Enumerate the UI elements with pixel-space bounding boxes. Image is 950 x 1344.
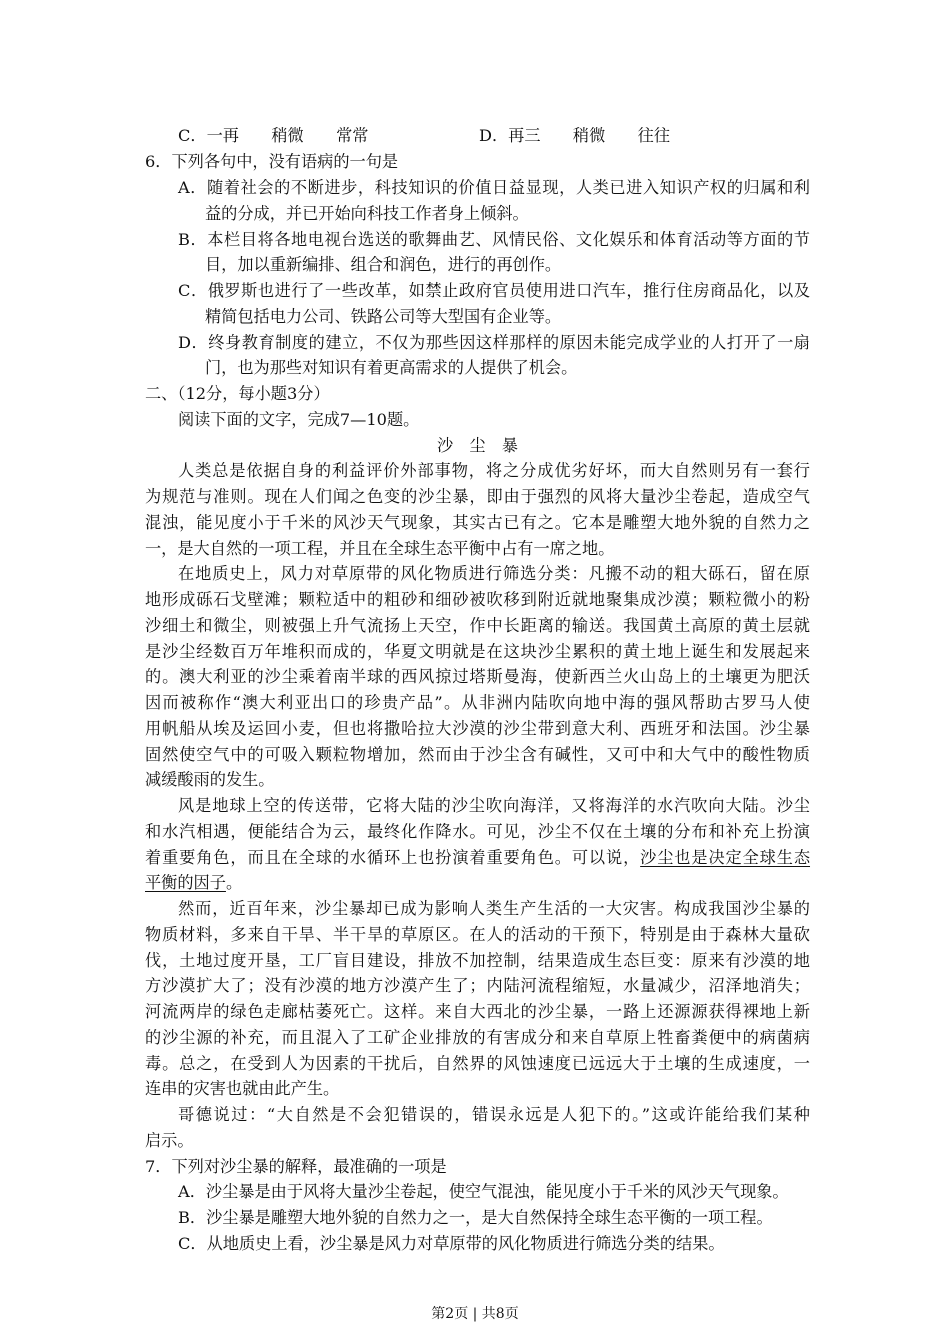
- article-line-with-underline: [145, 850, 810, 866]
- article-line: 减缓酸雨的发生。: [145, 770, 275, 789]
- q7-stem: 7．下列对沙尘暴的解释，最准确的一项是: [145, 1157, 447, 1176]
- article-line: 哥德说过：“大自然是不会犯错误的，错误永远是人犯下的。”这或许能给我们某种: [178, 1105, 810, 1124]
- article-line: 混浊，能见度小于千米的风沙天气现象，其实古已有之。它本是雕塑大地外貌的自然力之: [145, 513, 810, 532]
- q6-stem: 6．下列各句中，没有语病的一句是: [145, 152, 399, 171]
- article-text: 着重要角色，而且在全球的水循环上也扮演着重要角色。可以说，: [145, 848, 641, 867]
- q6-option-b-line2: 目，加以重新编排、组合和润色，进行的再创作。: [205, 255, 562, 274]
- underlined-phrase-part2: 平衡的因子: [145, 873, 226, 892]
- page-footer: 第2页 | 共8页: [431, 1306, 519, 1322]
- article-line: 河流两岸的绿色走廊枯萎死亡。这样。来自大西北的沙尘暴，一路上还源源获得裸地上新: [145, 1002, 810, 1021]
- q5-option-c: C．一再 稍微 常常: [178, 126, 369, 145]
- article-line: 沙细土和微尘，则被强上升气流扬上天空，作中长距离的输送。我国黄土高原的黄土层就: [145, 616, 810, 635]
- article-line: 物质材料，多来自干旱、半干旱的草原区。在人的活动的干预下，特别是由于森林大量砍: [145, 925, 810, 944]
- article-line: 连串的灾害也就由此产生。: [145, 1079, 340, 1098]
- article-line: 是沙尘经数百万年堆积而成的，华夏文明就是在这块沙尘累积的黄土地上诞生和发展起来: [145, 642, 810, 661]
- article-line: 用帆船从埃及运回小麦，但也将撒哈拉大沙漠的沙尘带到意大利、西班牙和法国。沙尘暴: [145, 719, 810, 738]
- article-line: 地形成砾石戈壁滩；颗粒适中的粗砂和细砂被吹移到附近就地聚集成沙漠；颗粒微小的粉: [145, 590, 810, 609]
- q6-option-d-line1: D．终身教育制度的建立，不仅为那些因这样那样的原因未能完成学业的人打开了一扇: [178, 333, 810, 352]
- article-line: 在地质史上，风力对草原带的风化物质进行筛选分类：凡搬不动的粗大砾石，留在原: [178, 564, 810, 583]
- q6-option-a-line2: 益的分成，并已开始向科技工作者身上倾斜。: [205, 204, 529, 223]
- article-line: 启示。: [145, 1131, 194, 1150]
- article-line: 一，是大自然的一项工程，并且在全球生态平衡中占有一席之地。: [145, 539, 615, 558]
- q6-option-c-line1: C．俄罗斯也进行了一些改革，如禁止政府官员使用进口汽车，推行住房商品化，以及: [178, 281, 810, 300]
- article-title: 沙 尘 暴: [437, 436, 518, 455]
- q7-option-c: C．从地质史上看，沙尘暴是风力对草原带的风化物质进行筛选分类的结果。: [178, 1234, 725, 1253]
- q6-option-d-line2: 门，也为那些对知识有着更高需求的人提供了机会。: [205, 358, 578, 377]
- article-line: 毒。总之，在受到人为因素的干扰后，自然界的风蚀速度已远远大于土壤的生成速度，一: [145, 1054, 810, 1073]
- article-line: 的沙尘源的补充，而且混入了工矿企业排放的有害成分和来自草原上牲畜粪便中的病菌病: [145, 1028, 810, 1047]
- article-line: 的。澳大利亚的沙尘乘着南半球的西风掠过塔斯曼海，使新西兰火山岛上的土壤更为肥沃: [145, 667, 810, 686]
- q6-option-a-line1: A．随着社会的不断进步，科技知识的价值日益显现，人类已进入知识产权的归属和利: [178, 178, 810, 197]
- article-line: 人类总是依据自身的利益评价外部事物，将之分成优劣好坏，而大自然则另有一套行: [178, 461, 810, 480]
- article-line: 固然使空气中的可吸入颗粒物增加，然而由于沙尘含有碱性，又可中和大气中的酸性物质: [145, 745, 810, 764]
- underlined-phrase-part1: 沙尘也是决定全球生态: [640, 848, 811, 867]
- article-line: 方沙漠扩大了；没有沙漠的地方沙漠产生了；内陆河流程缩短，水量减少，沼泽地消失；: [145, 976, 810, 995]
- article-line: 和水汽相遇，便能结合为云，最终化作降水。可见，沙尘不仅在土壤的分布和补充上扮演: [145, 822, 810, 841]
- section2-heading: 二、（12分，每小题3分）: [145, 384, 330, 403]
- article-line: 为规范与准则。现在人们闻之色变的沙尘暴，即由于强烈的风将大量沙尘卷起，造成空气: [145, 487, 810, 506]
- q7-option-a: A．沙尘暴是由于风将大量沙尘卷起，使空气混浊，能见度小于千米的风沙天气现象。: [178, 1182, 789, 1201]
- q5-option-d: D．再三 稍微 往往: [479, 126, 671, 145]
- article-line: 因而被称作“澳大利亚出口的珍贵产品”。从非洲内陆吹向地中海的强风帮助古罗马人使: [145, 693, 810, 712]
- article-line: 然而，近百年来，沙尘暴却已成为影响人类生产生活的一大灾害。构成我国沙尘暴的: [178, 899, 810, 918]
- article-line: 伐，土地过度开垦，工厂盲目建设，排放不加控制，结果造成生态巨变：原来有沙漠的地: [145, 951, 810, 970]
- article-line: 风是地球上空的传送带，它将大陆的沙尘吹向海洋，又将海洋的水汽吹向大陆。沙尘: [178, 796, 810, 815]
- article-text: 。: [225, 873, 243, 892]
- q7-option-b: B．沙尘暴是雕塑大地外貌的自然力之一，是大自然保持全球生态平衡的一项工程。: [178, 1208, 773, 1227]
- article-line-with-underline: [145, 875, 810, 891]
- q6-option-c-line2: 精简包括电力公司、铁路公司等大型国有企业等。: [205, 307, 562, 326]
- q6-option-b-line1: B．本栏目将各地电视台选送的歌舞曲艺、风情民俗、文化娱乐和体育活动等方面的节: [178, 230, 810, 249]
- section2-instruction: 阅读下面的文字，完成7—10题。: [178, 410, 420, 429]
